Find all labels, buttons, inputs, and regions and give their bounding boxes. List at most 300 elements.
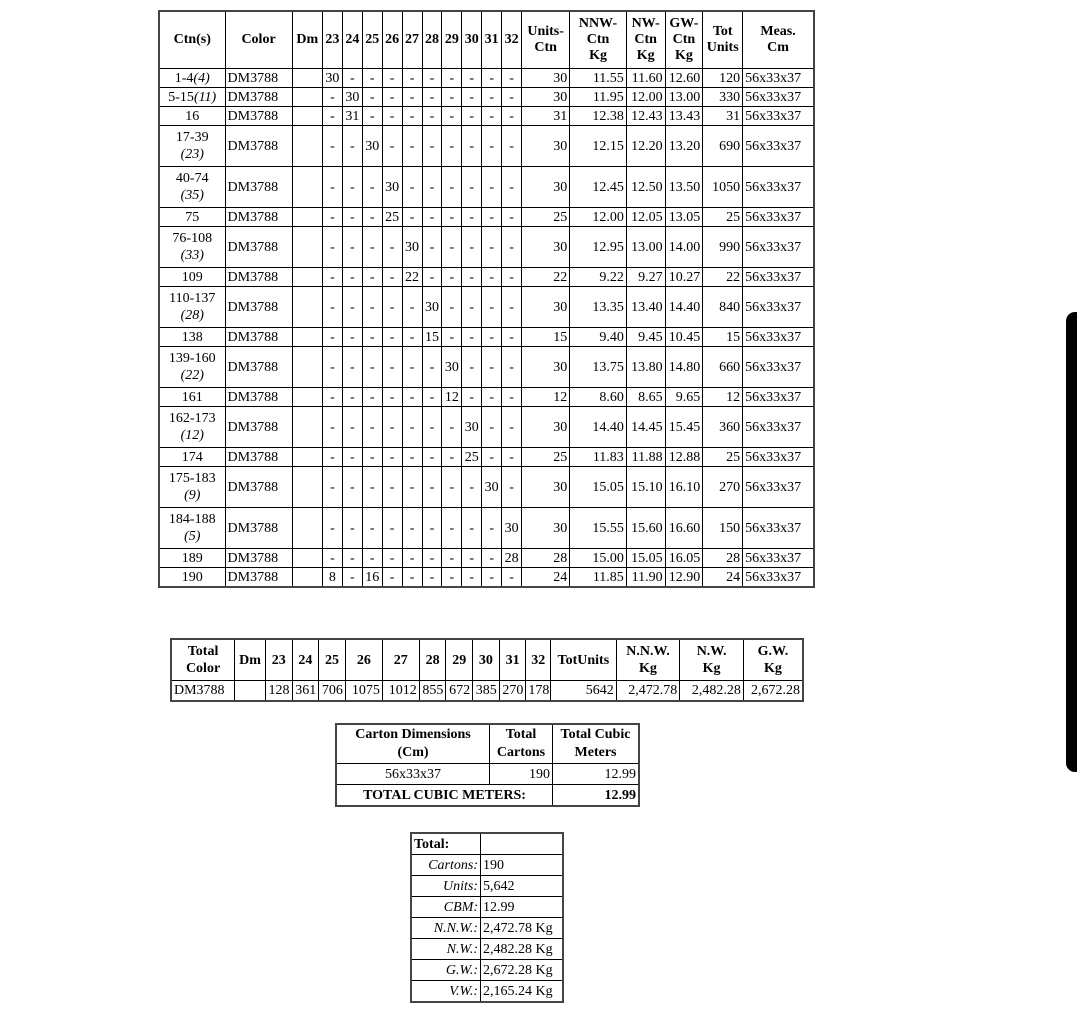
units-per-carton-cell: 28 (522, 549, 570, 568)
size-qty-cell: - (462, 88, 482, 107)
size-qty-cell: - (382, 227, 402, 268)
size-qty-cell: 16 (362, 568, 382, 588)
carton-range-text: 138 (181, 329, 203, 345)
size-qty-cell: - (402, 448, 422, 467)
size-qty-cell: - (322, 388, 342, 407)
gw-cell: 10.45 (665, 328, 703, 347)
color-totals-header: Dm (235, 639, 266, 681)
carton-dimensions-row (336, 764, 639, 785)
carton-dimension-value: 56x33x37 (336, 764, 490, 785)
packing-list-table (158, 10, 815, 588)
units-per-carton-cell: 25 (522, 448, 570, 467)
measurement-cell: 56x33x37 (743, 467, 814, 508)
size-qty-cell: 30 (442, 347, 462, 388)
summary-row (411, 939, 563, 960)
carton-range (162, 89, 223, 106)
total-units-cell: 270 (703, 467, 743, 508)
total-units-cell: 15 (703, 328, 743, 347)
total-units-cell: 24 (703, 568, 743, 588)
size-qty-cell: - (342, 126, 362, 167)
size-qty-cell: - (502, 328, 522, 347)
size-qty-cell: - (362, 227, 382, 268)
carton-range-cell (159, 388, 225, 407)
table-row (159, 448, 814, 467)
dm-cell (292, 347, 322, 388)
carton-range (162, 108, 223, 125)
measurement-cell: 56x33x37 (743, 508, 814, 549)
dm-cell (292, 227, 322, 268)
nw-cell: 9.27 (626, 268, 665, 287)
table-row (159, 287, 814, 328)
carton-range (162, 550, 223, 567)
size-qty-cell: - (482, 167, 502, 208)
size-qty-cell: - (482, 268, 502, 287)
summary-label: G.W.: (411, 960, 481, 981)
size-qty-cell: - (462, 508, 482, 549)
summary-label: V.W.: (411, 981, 481, 1003)
size-qty-cell: - (442, 268, 462, 287)
total-units-cell: 360 (703, 407, 743, 448)
size-qty-cell: - (362, 107, 382, 126)
size-qty-cell: - (362, 508, 382, 549)
total-cartons-value: 190 (490, 764, 553, 785)
carton-range-cell (159, 88, 225, 107)
carton-range-cell (159, 107, 225, 126)
color-totals-cell: 385 (473, 681, 500, 702)
size-qty-cell: 15 (422, 328, 442, 347)
size-qty-cell: 28 (502, 549, 522, 568)
carton-count: (12) (180, 428, 204, 443)
total-units-cell: 990 (703, 227, 743, 268)
carton-range-text: 109 (181, 269, 203, 285)
size-qty-cell: - (482, 448, 502, 467)
size-qty-cell: - (442, 88, 462, 107)
size-qty-cell: - (322, 167, 342, 208)
size-qty-cell: - (342, 328, 362, 347)
nw-cell: 12.50 (626, 167, 665, 208)
summary-row (411, 876, 563, 897)
size-qty-cell: - (422, 347, 442, 388)
nnw-cell: 15.05 (570, 467, 627, 508)
size-qty-cell: - (502, 69, 522, 88)
size-qty-cell: - (382, 448, 402, 467)
size-qty-cell: - (442, 287, 462, 328)
size-qty-cell: 30 (342, 88, 362, 107)
nnw-cell: 9.22 (570, 268, 627, 287)
size-qty-cell: - (442, 107, 462, 126)
total-units-cell: 22 (703, 268, 743, 287)
total-units-cell: 31 (703, 107, 743, 126)
size-qty-cell: - (362, 208, 382, 227)
dm-cell (292, 568, 322, 588)
color-totals-cell: 855 (419, 681, 446, 702)
carton-range-text: 184-188 (168, 512, 216, 527)
size-qty-cell: - (462, 568, 482, 588)
total-cubic-meters-value: 12.99 (553, 785, 640, 807)
summary-label: N.W.: (411, 939, 481, 960)
total-units-cell: 25 (703, 448, 743, 467)
gw-cell: 14.40 (665, 287, 703, 328)
size-qty-cell: - (382, 268, 402, 287)
size-qty-cell: 30 (382, 167, 402, 208)
size-qty-cell: - (402, 508, 422, 549)
column-header: NW- Ctn Kg (626, 11, 665, 69)
column-header: 26 (382, 11, 402, 69)
units-per-carton-cell: 30 (522, 227, 570, 268)
color-totals-row (171, 681, 803, 702)
size-qty-cell: - (362, 347, 382, 388)
size-qty-cell: - (362, 268, 382, 287)
size-qty-cell: - (422, 208, 442, 227)
size-qty-cell: - (482, 126, 502, 167)
size-qty-cell: - (342, 508, 362, 549)
size-qty-cell: - (442, 549, 462, 568)
nnw-cell: 11.85 (570, 568, 627, 588)
summary-title-blank (481, 833, 564, 855)
table-row (159, 407, 814, 448)
carton-range (162, 290, 223, 324)
size-qty-cell: - (402, 467, 422, 508)
size-qty-cell: - (322, 107, 342, 126)
color-totals-cell: 2,672.28 (743, 681, 803, 702)
gw-cell: 13.00 (665, 88, 703, 107)
size-qty-cell: - (382, 107, 402, 126)
dm-cell (292, 69, 322, 88)
units-per-carton-cell: 12 (522, 388, 570, 407)
size-qty-cell: - (462, 208, 482, 227)
size-qty-cell: - (502, 88, 522, 107)
carton-range (162, 70, 223, 87)
table-row (159, 268, 814, 287)
size-qty-cell: - (442, 126, 462, 167)
dm-cell (292, 549, 322, 568)
summary-label: Cartons: (411, 855, 481, 876)
scrollbar-thumb[interactable] (1066, 312, 1077, 772)
table-row (159, 167, 814, 208)
nnw-cell: 12.15 (570, 126, 627, 167)
carton-range-cell (159, 287, 225, 328)
measurement-cell: 56x33x37 (743, 328, 814, 347)
size-qty-cell: 25 (462, 448, 482, 467)
size-qty-cell: - (502, 568, 522, 588)
size-qty-cell: 30 (322, 69, 342, 88)
gw-cell: 14.80 (665, 347, 703, 388)
color-cell: DM3788 (225, 107, 292, 126)
table-row (159, 467, 814, 508)
carton-range-text: 75 (185, 209, 200, 225)
size-qty-cell: - (502, 268, 522, 287)
units-per-carton-cell: 30 (522, 126, 570, 167)
size-qty-cell: - (402, 69, 422, 88)
size-qty-cell: - (402, 88, 422, 107)
size-qty-cell: - (422, 407, 442, 448)
summary-title: Total: (411, 833, 481, 855)
size-qty-cell: - (482, 107, 502, 126)
carton-range (162, 389, 223, 406)
carton-count: (4) (193, 70, 210, 86)
size-qty-cell: 30 (422, 287, 442, 328)
gw-cell: 16.60 (665, 508, 703, 549)
table-row (159, 347, 814, 388)
summary-value: 5,642 (481, 876, 564, 897)
size-qty-cell: - (402, 126, 422, 167)
carton-count: (28) (180, 308, 204, 323)
size-qty-cell: - (422, 107, 442, 126)
nw-cell: 14.45 (626, 407, 665, 448)
size-qty-cell: - (502, 287, 522, 328)
carton-range-cell (159, 407, 225, 448)
size-qty-cell: - (422, 508, 442, 549)
size-qty-cell: - (422, 69, 442, 88)
size-qty-cell: - (442, 568, 462, 588)
carton-range-text: 162-173 (168, 411, 216, 426)
carton-range-cell (159, 568, 225, 588)
carton-range-text: 76-108 (172, 231, 213, 246)
size-qty-cell: - (422, 467, 442, 508)
units-per-carton-cell: 30 (522, 508, 570, 549)
total-cartons-header: Total Cartons (490, 724, 553, 764)
size-qty-cell: - (322, 227, 342, 268)
table-row (159, 549, 814, 568)
carton-range-text: 5-15 (168, 89, 194, 105)
size-qty-cell: 30 (482, 467, 502, 508)
summary-value: 2,165.24 Kg (481, 981, 564, 1003)
gw-cell: 13.05 (665, 208, 703, 227)
color-totals-header: 27 (382, 639, 419, 681)
carton-count: (35) (180, 188, 204, 203)
total-units-cell: 1050 (703, 167, 743, 208)
carton-range (162, 470, 223, 504)
gw-cell: 13.43 (665, 107, 703, 126)
carton-range (162, 170, 223, 204)
gw-cell: 9.65 (665, 388, 703, 407)
color-totals-header: N.W. Kg (680, 639, 744, 681)
carton-count: (11) (193, 89, 217, 105)
carton-range (162, 230, 223, 264)
size-qty-cell: - (322, 467, 342, 508)
size-qty-cell: - (422, 388, 442, 407)
size-qty-cell: - (502, 126, 522, 167)
carton-count: (33) (180, 248, 204, 263)
size-qty-cell: - (382, 467, 402, 508)
units-per-carton-cell: 22 (522, 268, 570, 287)
size-qty-cell: - (462, 268, 482, 287)
gw-cell: 12.60 (665, 69, 703, 88)
size-qty-cell: - (502, 467, 522, 508)
size-qty-cell: - (402, 167, 422, 208)
size-qty-cell: - (382, 347, 402, 388)
units-per-carton-cell: 15 (522, 328, 570, 347)
size-qty-cell: - (322, 328, 342, 347)
carton-range (162, 329, 223, 346)
size-qty-cell: - (322, 448, 342, 467)
size-qty-cell: - (482, 388, 502, 407)
color-cell: DM3788 (225, 328, 292, 347)
total-units-cell: 120 (703, 69, 743, 88)
measurement-cell: 56x33x37 (743, 227, 814, 268)
column-header: 32 (502, 11, 522, 69)
carton-dimensions-table (335, 723, 640, 807)
size-qty-cell: - (382, 568, 402, 588)
gw-cell: 16.10 (665, 467, 703, 508)
nnw-cell: 9.40 (570, 328, 627, 347)
color-totals-cell: 2,472.78 (616, 681, 680, 702)
total-units-cell: 25 (703, 208, 743, 227)
size-qty-cell: - (322, 407, 342, 448)
carton-range-text: 175-183 (168, 471, 216, 486)
color-cell: DM3788 (225, 407, 292, 448)
nnw-cell: 11.55 (570, 69, 627, 88)
carton-range-text: 190 (181, 569, 203, 585)
color-totals-header: 23 (265, 639, 292, 681)
size-qty-cell: - (382, 508, 402, 549)
table-row (159, 227, 814, 268)
color-totals-cell: 270 (499, 681, 526, 702)
size-qty-cell: - (462, 347, 482, 388)
measurement-cell: 56x33x37 (743, 208, 814, 227)
nw-cell: 12.20 (626, 126, 665, 167)
carton-range-cell (159, 549, 225, 568)
summary-row (411, 960, 563, 981)
size-qty-cell: - (442, 407, 462, 448)
table-row (159, 107, 814, 126)
carton-range-text: 40-74 (175, 171, 209, 186)
measurement-cell: 56x33x37 (743, 126, 814, 167)
total-cubic-value: 12.99 (553, 764, 640, 785)
size-qty-cell: - (462, 107, 482, 126)
color-cell: DM3788 (225, 167, 292, 208)
summary-value: 2,482.28 Kg (481, 939, 564, 960)
size-qty-cell: - (442, 208, 462, 227)
size-qty-cell: - (462, 467, 482, 508)
size-qty-cell: - (502, 208, 522, 227)
color-totals-header: 29 (446, 639, 473, 681)
color-totals-cell: 361 (292, 681, 319, 702)
size-qty-cell: - (322, 88, 342, 107)
size-qty-cell: - (442, 508, 462, 549)
column-header: Tot Units (703, 11, 743, 69)
summary-value: 190 (481, 855, 564, 876)
carton-range (162, 129, 223, 163)
column-header: Units- Ctn (522, 11, 570, 69)
carton-count: (22) (180, 368, 204, 383)
size-qty-cell: - (342, 407, 362, 448)
nnw-cell: 12.45 (570, 167, 627, 208)
size-qty-cell: - (402, 388, 422, 407)
nnw-cell: 12.95 (570, 227, 627, 268)
size-qty-cell: - (422, 126, 442, 167)
carton-range-cell (159, 227, 225, 268)
nw-cell: 12.05 (626, 208, 665, 227)
nnw-cell: 15.55 (570, 508, 627, 549)
size-qty-cell: - (362, 88, 382, 107)
dm-cell (292, 167, 322, 208)
total-units-cell: 840 (703, 287, 743, 328)
carton-range (162, 410, 223, 444)
size-qty-cell: 30 (502, 508, 522, 549)
carton-range-cell (159, 328, 225, 347)
color-totals-header: 26 (345, 639, 382, 681)
nw-cell: 15.60 (626, 508, 665, 549)
column-header: 31 (482, 11, 502, 69)
size-qty-cell: - (382, 407, 402, 448)
summary-label: N.N.W.: (411, 918, 481, 939)
size-qty-cell: - (462, 126, 482, 167)
summary-label: CBM: (411, 897, 481, 918)
color-totals-header: N.N.W. Kg (616, 639, 680, 681)
measurement-cell: 56x33x37 (743, 268, 814, 287)
size-qty-cell: - (322, 508, 342, 549)
carton-count: (5) (184, 529, 201, 544)
size-qty-cell: - (482, 568, 502, 588)
nnw-cell: 13.35 (570, 287, 627, 328)
size-qty-cell: - (382, 287, 402, 328)
carton-range-cell (159, 347, 225, 388)
nnw-cell: 11.95 (570, 88, 627, 107)
measurement-cell: 56x33x37 (743, 167, 814, 208)
carton-dimensions-header-row (336, 724, 639, 764)
table-row (159, 388, 814, 407)
dm-cell (292, 208, 322, 227)
size-qty-cell: - (342, 467, 362, 508)
size-qty-cell: - (482, 227, 502, 268)
size-qty-cell: - (462, 69, 482, 88)
color-totals-header: 28 (419, 639, 446, 681)
total-units-cell: 12 (703, 388, 743, 407)
color-totals-header-row (171, 639, 803, 681)
units-per-carton-cell: 30 (522, 467, 570, 508)
units-per-carton-cell: 30 (522, 167, 570, 208)
column-header: 30 (462, 11, 482, 69)
total-units-cell: 690 (703, 126, 743, 167)
dm-cell (292, 508, 322, 549)
size-qty-cell: - (342, 549, 362, 568)
carton-range (162, 449, 223, 466)
carton-range (162, 350, 223, 384)
color-totals-cell: 1075 (345, 681, 382, 702)
summary-title-row (411, 833, 563, 855)
total-units-cell: 660 (703, 347, 743, 388)
column-header: NNW- Ctn Kg (570, 11, 627, 69)
summary-table (410, 832, 564, 1003)
table-row (159, 328, 814, 347)
color-totals-header: 31 (499, 639, 526, 681)
dm-cell (292, 88, 322, 107)
size-qty-cell: - (362, 167, 382, 208)
measurement-cell: 56x33x37 (743, 549, 814, 568)
color-cell: DM3788 (225, 347, 292, 388)
carton-range-cell (159, 268, 225, 287)
size-qty-cell: - (482, 69, 502, 88)
size-qty-cell: - (382, 388, 402, 407)
dm-cell (292, 388, 322, 407)
summary-label: Units: (411, 876, 481, 897)
nw-cell: 11.60 (626, 69, 665, 88)
measurement-cell: 56x33x37 (743, 388, 814, 407)
nw-cell: 13.80 (626, 347, 665, 388)
carton-count: (23) (180, 147, 204, 162)
measurement-cell: 56x33x37 (743, 448, 814, 467)
color-totals-cell: 178 (526, 681, 551, 702)
size-qty-cell: - (382, 328, 402, 347)
size-qty-cell: - (442, 69, 462, 88)
dm-cell (292, 126, 322, 167)
size-qty-cell: - (362, 69, 382, 88)
column-header: Color (225, 11, 292, 69)
size-qty-cell: - (482, 208, 502, 227)
size-qty-cell: - (362, 328, 382, 347)
gw-cell: 12.90 (665, 568, 703, 588)
